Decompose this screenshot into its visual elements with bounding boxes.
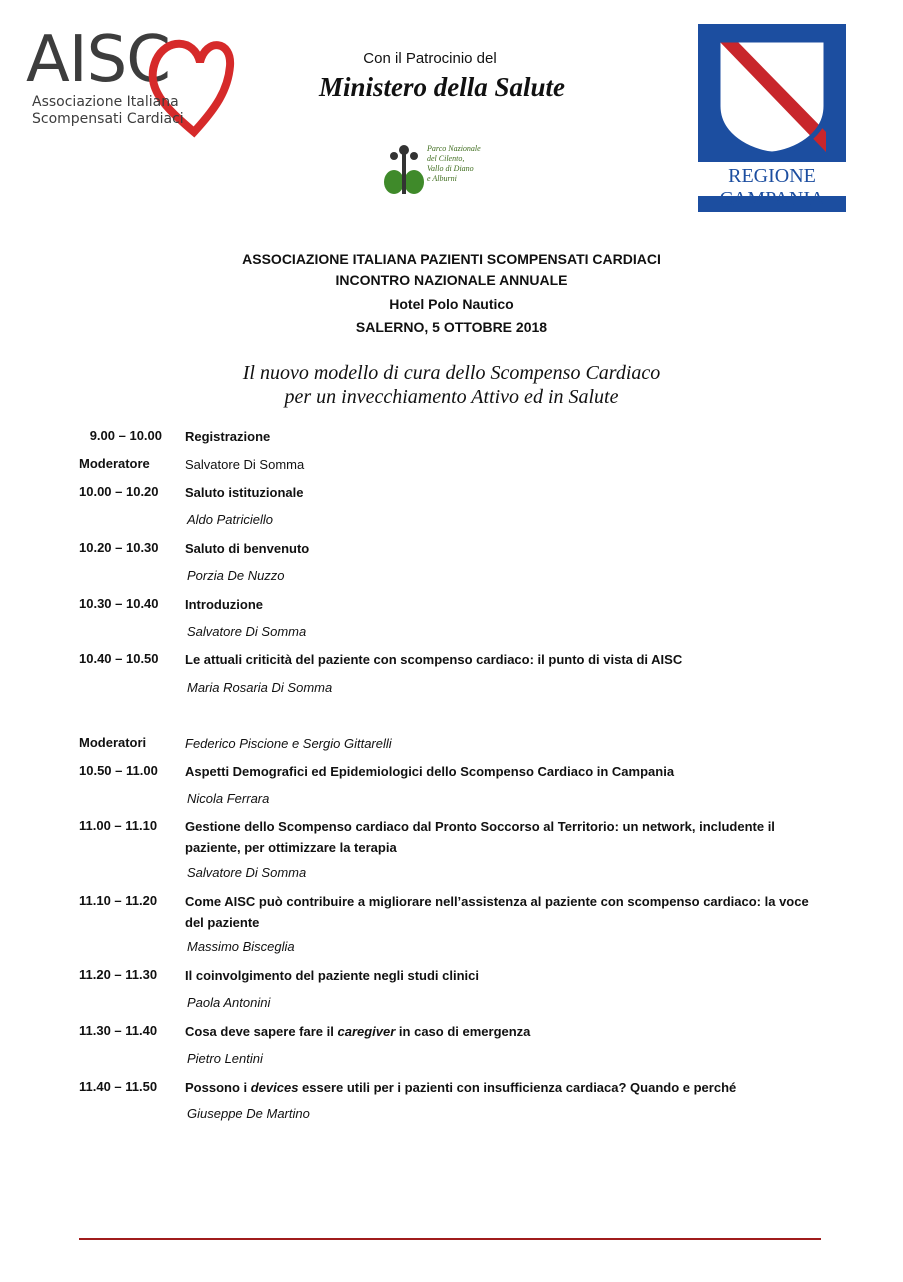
session-title: Aspetti Demografici ed Epidemiologici dello Scompenso Cardiaco in Campania [185, 764, 675, 779]
patrocinio-text: Con il Patrocinio del [363, 50, 497, 67]
regione-campania-logo [674, 24, 870, 212]
session-title: Registrazione [185, 429, 271, 444]
session-title-emphasis: caregiver [337, 1024, 396, 1039]
session-time: 10.40 – 10.50 [79, 651, 159, 666]
session-speaker: Maria Rosaria Di Somma [187, 680, 333, 695]
parco-line3: Vallo di Diano [427, 164, 474, 173]
aisc-logo [26, 23, 236, 140]
moderator-name: Salvatore Di Somma [185, 457, 305, 472]
session-time: 11.30 – 11.40 [79, 1023, 158, 1038]
parco-line4: e Alburni [427, 174, 457, 183]
session-title-emphasis: devices [250, 1080, 299, 1095]
campania-label: REGIONE CAMPANIA [719, 165, 825, 210]
session-speaker: Nicola Ferrara [187, 791, 270, 806]
session-title: Il coinvolgimento del paziente negli studi clinici [185, 968, 479, 983]
header-date: SALERNO, 5 OTTOBRE 2018 [355, 319, 548, 335]
aisc-subtitle-line1: Associazione Italiana [32, 94, 179, 110]
moderators-names: Federico Piscione e Sergio Gittarelli [185, 736, 392, 751]
session-title-line2: paziente, per ottimizzare la terapia [185, 840, 397, 855]
session-title-part: essere utili per i pazienti con insufficienza cardiaca? Quando e perché [298, 1080, 737, 1095]
header-meeting: INCONTRO NAZIONALE ANNUALE [335, 272, 568, 288]
session-title: Saluto istituzionale [185, 485, 304, 500]
session-title: Le attuali criticità del paziente con scompenso cardiaco: il punto di vista di AISC [185, 652, 683, 667]
session-time: 11.40 – 11.50 [79, 1079, 158, 1094]
event-title-line2: per un invecchiamento Attivo ed in Salute [284, 386, 619, 408]
parco-line1: Parco Nazionale [427, 144, 481, 153]
session-speaker: Giuseppe De Martino [187, 1106, 310, 1121]
session-title-line1: Gestione dello Scompenso cardiaco dal Pronto Soccorso al Territorio: un network, includente il [185, 819, 775, 834]
ministero-title: Ministero della Salute [318, 72, 566, 102]
footer-divider [79, 1238, 821, 1240]
session-title [185, 891, 825, 933]
session-time: 11.20 – 11.30 [79, 967, 158, 982]
session-time: 11.10 – 11.20 [79, 893, 158, 908]
aisc-logo-subtitle [32, 94, 184, 128]
session-title-line1: Come AISC può contribuire a migliorare nell’assistenza al paziente con scompenso cardiaco: la voce [185, 894, 809, 909]
session-title-line2: del paziente [185, 915, 260, 930]
moderators-label: Moderatori [79, 735, 147, 750]
parco-logo-text [427, 144, 487, 184]
session-speaker: Pietro Lentini [187, 1051, 263, 1066]
session-title-part: Possono i [185, 1080, 251, 1095]
session-title [185, 816, 825, 858]
moderator-label: Moderatore [79, 456, 150, 471]
session-speaker: Paola Antonini [187, 995, 271, 1010]
session-title-part: in caso di emergenza [395, 1024, 531, 1039]
session-title-part: Cosa deve sapere fare il [185, 1024, 338, 1039]
session-time: 10.30 – 10.40 [79, 596, 159, 611]
session-time: 11.00 – 11.10 [79, 818, 158, 833]
parco-line2: del Cilento, [427, 154, 465, 163]
session-time: 10.50 – 11.00 [79, 763, 158, 778]
header-association: ASSOCIAZIONE ITALIANA PAZIENTI SCOMPENSATI CARDIACI [242, 251, 661, 267]
session-title: Saluto di benvenuto [185, 541, 310, 556]
session-time: 10.20 – 10.30 [79, 540, 159, 555]
session-title: Introduzione [185, 597, 263, 612]
aisc-subtitle-line2: Scompensati Cardiaci [32, 111, 184, 127]
session-speaker: Massimo Bisceglia [187, 939, 295, 954]
session-speaker: Porzia De Nuzzo [187, 568, 285, 583]
aisc-logo-text: AISC [26, 23, 170, 97]
session-speaker: Aldo Patriciello [187, 512, 273, 527]
session-speaker: Salvatore Di Somma [187, 865, 307, 880]
header-venue: Hotel Polo Nautico [389, 296, 514, 312]
session-time: 9.00 – 10.00 [89, 428, 162, 443]
session-title [185, 1021, 825, 1042]
session-title [185, 1077, 825, 1098]
session-speaker: Salvatore Di Somma [187, 624, 307, 639]
session-time: 10.00 – 10.20 [79, 484, 159, 499]
campania-shield-icon [714, 36, 830, 156]
event-title-line1: Il nuovo modello di cura dello Scompenso Cardiaco [242, 362, 661, 384]
